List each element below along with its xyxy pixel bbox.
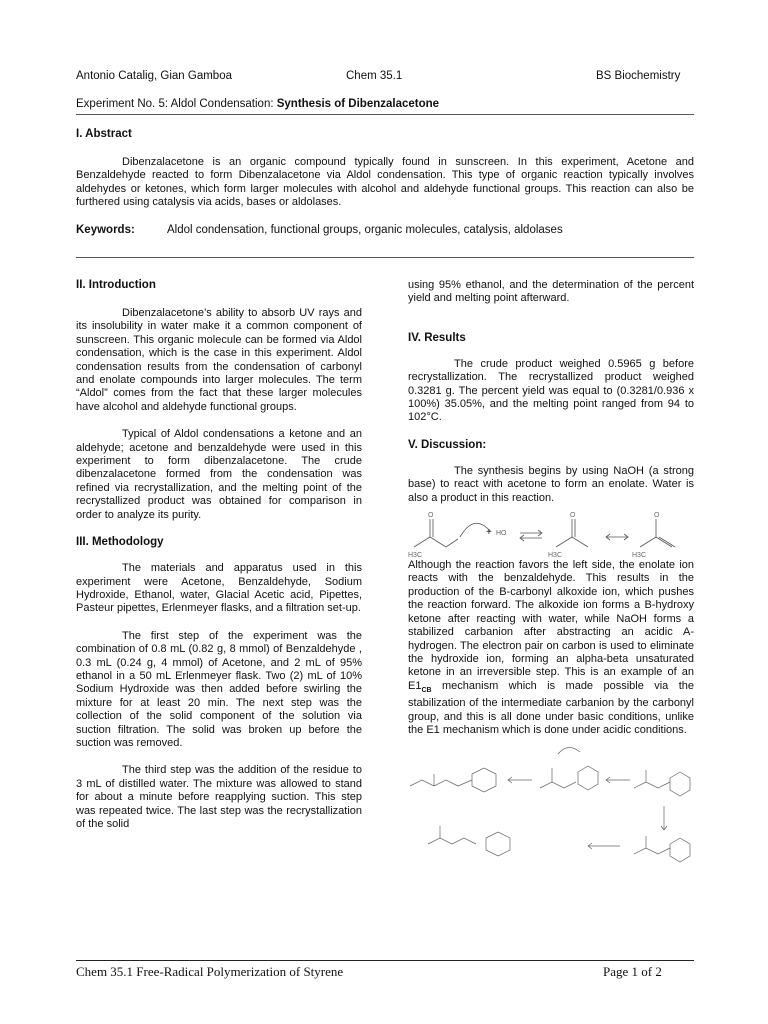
footer-page-number: Page 1 of 2 (603, 964, 662, 979)
left-column (76, 279, 362, 831)
methodology-heading: III. Methodology (76, 536, 164, 549)
keywords-text: Aldol condensation, functional groups, organic molecules, catalysis, aldolases (167, 223, 563, 236)
enolate-scheme (408, 507, 694, 559)
footer-rule (76, 960, 694, 961)
header-program: BS Biochemistry (596, 70, 681, 82)
experiment-line (76, 98, 439, 110)
scheme-o-label-2: O (570, 512, 576, 520)
introduction-p1: Dibenzalacetone’s ability to absorb UV rays and its insolubility in water make it a common component of sunscreen. This organic molecule can be formed via Aldol condensation, which is the case in this experiment. Aldol condensation results from the condensation of carbonyl and enolate compounds into larger molecules. The term “Aldol” comes from the fact that these larger molecules have alcohol and aldehyde functional groups. (76, 307, 362, 413)
abstract-heading: I. Abstract (76, 128, 132, 140)
methodology-p3: The third step was the addition of the residue to 3 mL of distilled water. The mixture was allowed to stand for about a minute before reapplying suction. This step was repeated twice. The last step was the recrystallization of the solid (76, 764, 362, 830)
introduction-p2: Typical of Aldol condensations a ketone and an aldehyde; acetone and benzaldehyde were used in this experiment to form dibenzalacetone. The crude dibenzalacetone formed from the condensation was refined via recrystallization, and the melting point of the recrystallized product was obtained for comparison in order to analyze its purity. (76, 428, 362, 521)
scheme-ho-label: HO (496, 530, 507, 538)
experiment-prefix: Experiment No. 5: Aldol Condensation: (76, 98, 277, 110)
methodology-continuation: using 95% ethanol, and the determination of the percent yield and melting point afterward. (408, 279, 694, 305)
scheme-o-label-1: O (428, 512, 434, 520)
results-text: The crude product weighed 0.5965 g before recrystallization. The recrystallized product weighed 0.3281 g. The percent yield was equal to (0.3281/0.936 x 100%) 35.05%, and the melting point ranged from 94 to 102°C. (408, 357, 694, 424)
methodology-p1: The materials and apparatus used in this experiment were Acetone, Benzaldehyde, Sodium Hydroxide, Ethanol, water, Glacial Acetic acid, Pipettes, Pasteur pipettes, Erlenmeyer flasks, and a filtration set-up. (76, 562, 362, 615)
discussion-p2-subscript: CB (421, 686, 432, 694)
header-authors: Antonio Catalig, Gian Gamboa (76, 70, 232, 82)
footer-left: Chem 35.1 Free-Radical Polymerization of Styrene (76, 964, 344, 979)
discussion-p2 (408, 559, 694, 737)
abstract-section (76, 128, 694, 236)
aldol-mechanism-drawing (408, 744, 694, 884)
methodology-p2: The first step of the experiment was the combination of 0.8 mL (0.82 g, 8 mmol) of Benzaldehyde , 0.3 mL (0.24 g, 4 mmol) of Acetone, and 2 mL of 95% ethanol in a 50 mL Erlenmeyer flask. Two (2) mL of 10% Sodium Hydroxide was then added before swirling the mixture for at least 20 min. The next step was the collection of the solid component of the solution via suction filtration. The solid was broken up before the suction was removed. (76, 629, 362, 749)
enolate-scheme-drawing (408, 507, 694, 559)
keywords-label: Keywords: (76, 223, 135, 236)
header-rule (76, 114, 694, 115)
discussion-p2-part-b: mechanism which is made possible via the stabilization of the intermediate carbanion by the carbonyl group, and this is all done under basic conditions, unlike the E1 mechanism which is done under acidic conditions. (408, 679, 694, 737)
scheme-h3c-label-3: H3C (632, 552, 647, 560)
introduction-heading: II. Introduction (76, 279, 156, 291)
discussion-p2-part-a: Although the reaction favors the left side, the enolate ion reacts with the benzaldehyde. This results in the production of the B-carbonyl alkoxide ion, which pushes the reaction forward. The alkoxide ion forms a B-hydroxy ketone after reacting with water, while NaOH forms a stabilized carbanion after abstracting an acidic A-hydrogen. The electron pair on carbon is used to eliminate the hydroxide ion, forming an alpha-beta unsaturated ketone in an irreversible step. This is an example of an E1 (408, 559, 694, 692)
scheme-h3c-label-2: H3C (548, 552, 563, 560)
discussion-p1: The synthesis begins by using NaOH (a strong base) to react with acetone to form an enolate. Water is also a product in this reaction. (408, 464, 694, 504)
discussion-heading: V. Discussion: (408, 438, 487, 451)
scheme-plus-label: + (486, 527, 492, 539)
abstract-text: Dibenzalacetone is an organic compound typically found in sunscreen. In this experiment, Acetone and Benzaldehyde reacted to form Dibenzalacetone via Aldol condensation. This type of organic reaction typically involves aldehydes or ketones, which form larger molecules with alcohol and aldehyde functional groups. This reaction can also be furthered using catalysis via acids, bases or aldolases. (76, 156, 694, 209)
right-column (408, 279, 694, 884)
experiment-title: Synthesis of Dibenzalacetone (276, 98, 440, 110)
keywords-row (76, 224, 694, 236)
scheme-h3c-label-1: H3C (408, 552, 423, 560)
scheme-o-label-3: O (654, 512, 660, 520)
header-course: Chem 35.1 (346, 70, 403, 82)
results-heading: IV. Results (408, 331, 466, 344)
aldol-mechanism-scheme (408, 744, 694, 884)
abstract-rule (76, 257, 694, 258)
